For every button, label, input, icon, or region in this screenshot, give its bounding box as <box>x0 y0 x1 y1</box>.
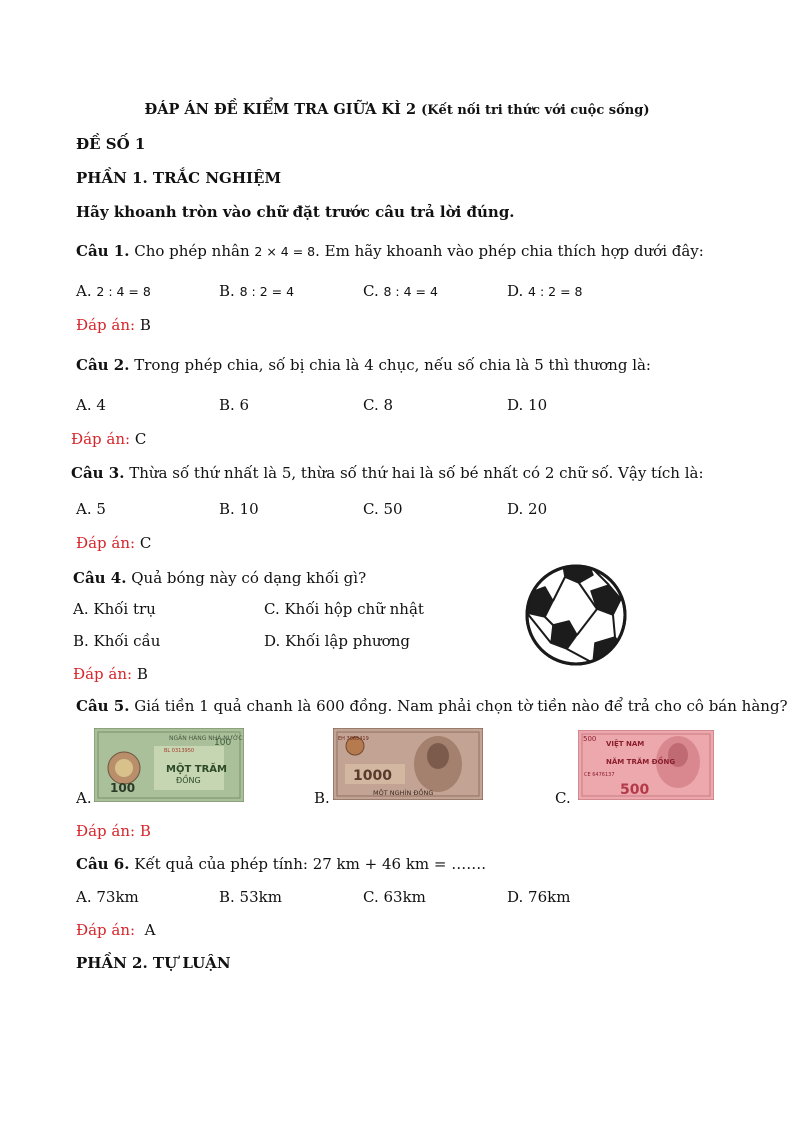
q1-option-a[interactable]: A. 2 : 4 = 8 <box>76 282 151 300</box>
q3-option-a[interactable]: A. 5 <box>76 500 106 518</box>
bill-words: MỘT NGHÌN ĐỒNG <box>373 789 434 797</box>
q6-answer: Đáp án: A <box>76 921 156 939</box>
banknote-500-image[interactable] <box>578 730 714 800</box>
question-4 <box>73 568 366 588</box>
question-label: Câu 3. <box>71 464 125 482</box>
q3-answer: Đáp án: C <box>76 534 152 552</box>
q1-option-c[interactable]: C. 8 : 4 = 4 <box>363 282 438 300</box>
question-label: Câu 5. <box>76 697 130 715</box>
question-text: Thừa số thứ nhất là 5, thừa số thứ hai là số bé nhất có 2 chữ số. Vậy tích là: <box>129 464 704 482</box>
q5-option-b-letter[interactable]: B. <box>314 789 330 807</box>
bill-words: NĂM TRĂM ĐỒNG <box>606 758 676 766</box>
bill-unit: ĐỒNG <box>176 776 201 785</box>
bill-corner-value: 500 <box>583 735 597 743</box>
question-2 <box>76 355 651 375</box>
page-title <box>0 100 794 121</box>
q3-option-c[interactable]: C. 50 <box>363 500 403 518</box>
question-text: Cho phép nhân <box>134 242 250 260</box>
exam-heading: ĐỀ SỐ 1 <box>76 135 146 153</box>
q6-option-d[interactable]: D. 76km <box>507 888 571 906</box>
q2-answer: Đáp án: C <box>71 430 147 448</box>
q4-answer: Đáp án: B <box>73 665 148 683</box>
question-1 <box>76 241 704 262</box>
q4-option-a[interactable]: A. Khối trụ <box>73 600 156 618</box>
q1-answer: Đáp án: B <box>76 316 151 334</box>
q3-option-d[interactable]: D. 20 <box>507 500 548 518</box>
q4-option-b[interactable]: B. Khối cầu <box>73 632 161 650</box>
question-label: Câu 6. <box>76 855 130 873</box>
question-text: Trong phép chia, số bị chia là 4 chục, nếu số chia là 5 thì thương là: <box>134 356 651 374</box>
q2-option-a[interactable]: A. 4 <box>76 396 106 414</box>
banknote-100-image[interactable] <box>94 728 244 802</box>
q2-option-b[interactable]: B. 6 <box>219 396 250 414</box>
q5-option-c-letter[interactable]: C. <box>555 789 571 807</box>
part1-heading: PHẦN 1. TRẮC NGHIỆM <box>76 169 282 187</box>
q4-option-c[interactable]: C. Khối hộp chữ nhật <box>264 600 424 618</box>
bill-value: 100 <box>110 781 136 795</box>
bill-country: VIỆT NAM <box>606 740 645 748</box>
title-subtitle: (Kết nối tri thức với cuộc sống) <box>421 103 650 118</box>
question-text: Giá tiền 1 quả chanh là 600 đồng. Nam phải chọn tờ tiền nào để trả cho cô bán hàng? <box>134 697 788 715</box>
bill-serial: EH 3065419 <box>338 736 369 742</box>
q5-answer: Đáp án: B <box>76 822 151 840</box>
question-text: Kết quả của phép tính: 27 km + 46 km = ……. <box>134 855 487 873</box>
bill-serial: CE 6476137 <box>584 772 615 778</box>
soccer-ball-icon <box>523 563 629 667</box>
bill-corner-value: 100 <box>214 738 232 748</box>
bill-serial: BL 0313950 <box>164 748 195 754</box>
q5-option-a-letter[interactable]: A. <box>76 789 92 807</box>
bill-value: 500 <box>620 782 650 798</box>
bill-bank-name: NGÂN HÀNG NHÀ NƯỚC <box>169 735 243 742</box>
q6-option-c[interactable]: C. 63km <box>363 888 426 906</box>
bill-value: 1000 <box>353 768 392 784</box>
question-label: Câu 4. <box>73 569 127 587</box>
question-text-rest: . Em hãy khoanh vào phép chia thích hợp dưới đây: <box>315 242 704 260</box>
q1-option-d[interactable]: D. 4 : 2 = 8 <box>507 282 583 300</box>
question-math: 2 × 4 = 8 <box>254 244 316 259</box>
q4-option-d[interactable]: D. Khối lập phương <box>264 632 410 650</box>
part2-heading: PHẦN 2. TỰ LUẬN <box>76 954 231 972</box>
q1-option-b[interactable]: B. 8 : 2 = 4 <box>219 282 295 300</box>
question-5 <box>76 696 788 716</box>
question-label: Câu 2. <box>76 356 130 374</box>
question-text: Quả bóng này có dạng khối gì? <box>131 569 367 587</box>
q6-option-a[interactable]: A. 73km <box>76 888 139 906</box>
q6-option-b[interactable]: B. 53km <box>219 888 282 906</box>
banknote-1000-image[interactable] <box>333 728 483 800</box>
title-main: ĐÁP ÁN ĐỀ KIỂM TRA GIỮA KÌ 2 <box>144 101 417 118</box>
question-label: Câu 1. <box>76 242 130 260</box>
q2-option-c[interactable]: C. 8 <box>363 396 394 414</box>
q3-option-b[interactable]: B. 10 <box>219 500 259 518</box>
question-3 <box>71 463 704 483</box>
question-6 <box>76 854 486 874</box>
part1-instruction: Hãy khoanh tròn vào chữ đặt trước câu trả lời đúng. <box>76 203 515 221</box>
q2-option-d[interactable]: D. 10 <box>507 396 548 414</box>
bill-words: MỘT TRĂM <box>166 764 227 775</box>
